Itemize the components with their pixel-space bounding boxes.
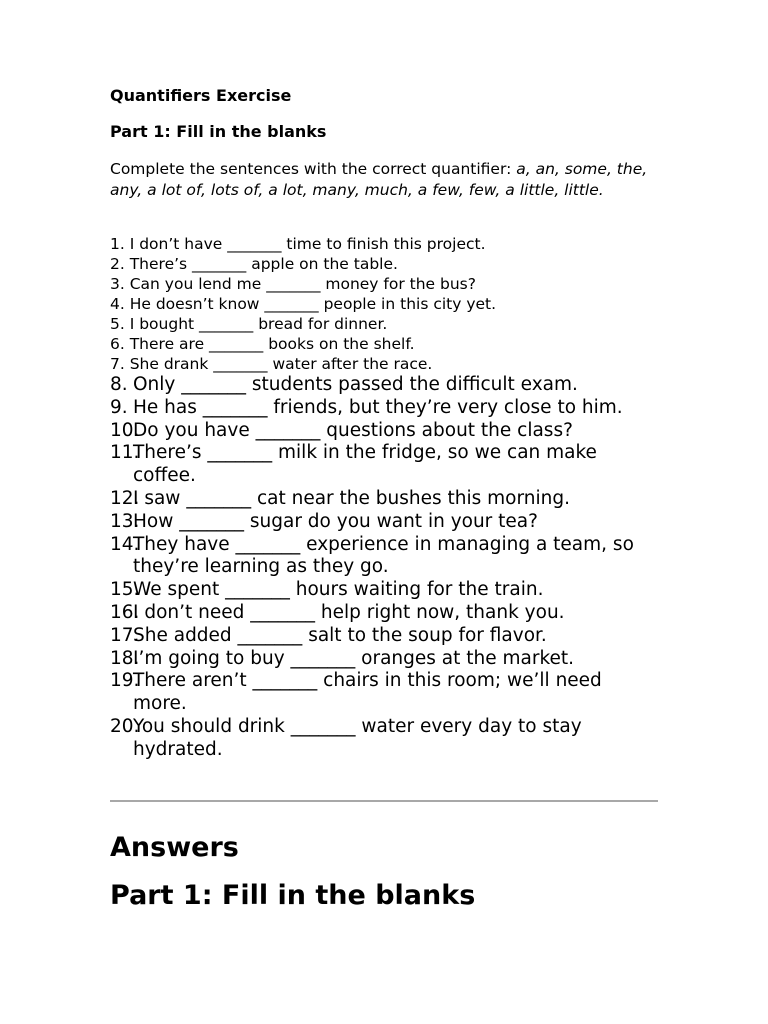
- item-number: 17.: [110, 624, 140, 646]
- exercise-item: 1. I don’t have _______ time to finish this project.: [110, 235, 486, 253]
- exercise-item: [110, 625, 658, 648]
- exercise-item: 7. She drank _______ water after the race.: [110, 355, 433, 373]
- exercise-item: [110, 397, 658, 420]
- exercise-item: [110, 374, 658, 397]
- item-text: There aren’t _______ chairs in this room; we’ll need more.: [133, 670, 602, 715]
- item-text: Only _______ students passed the difficult exam.: [133, 374, 578, 395]
- exercise-item: [110, 670, 658, 716]
- item-text: He has _______ friends, but they’re very close to him.: [133, 396, 623, 418]
- instructions-lead: Complete the sentences with the correct quantifier:: [110, 160, 517, 178]
- item-number: 8.: [110, 374, 128, 395]
- item-number: 13.: [110, 510, 140, 532]
- item-text: I don’t need _______ help right now, thank you.: [133, 601, 565, 623]
- exercise-item: [110, 579, 658, 602]
- item-number: 15.: [110, 579, 140, 601]
- item-number: 19.: [110, 670, 140, 692]
- item-text: I saw _______ cat near the bushes this morning.: [133, 487, 570, 509]
- item-text: There’s _______ milk in the fridge, so we can make coffee.: [133, 442, 597, 487]
- item-number: 11.: [110, 442, 140, 464]
- quantifier-list: a, an, some, the, any, a lot of, lots of, a lot, many, much, a few, few, a little, little.: [110, 160, 648, 199]
- instructions: [110, 159, 655, 200]
- exercise-item: [110, 442, 658, 488]
- item-number: 10.: [110, 419, 140, 441]
- item-text: How _______ sugar do you want in your tea?: [133, 510, 538, 532]
- item-text: We spent _______ hours waiting for the train.: [133, 579, 544, 601]
- exercise-item: [110, 602, 658, 625]
- exercise-item: [110, 648, 658, 671]
- exercise-item: [110, 488, 658, 511]
- item-number: 16.: [110, 601, 140, 623]
- exercise-item: [110, 534, 658, 580]
- item-text: They have _______ experience in managing a team, so they’re learning as they go.: [133, 533, 634, 578]
- item-number: 14.: [110, 533, 140, 555]
- exercise-item: [110, 716, 658, 762]
- item-text: Do you have _______ questions about the class?: [133, 419, 573, 441]
- exercise-item: 3. Can you lend me _______ money for the bus?: [110, 275, 476, 293]
- item-text: You should drink _______ water every day to stay hydrated.: [133, 715, 582, 760]
- part1-heading: Part 1: Fill in the blanks: [110, 122, 327, 141]
- answers-heading: Answers: [110, 832, 239, 863]
- exercise-item: [110, 420, 658, 443]
- exercise-item: 4. He doesn’t know _______ people in this city yet.: [110, 295, 497, 313]
- item-number: 18.: [110, 647, 140, 669]
- exercise-list-large: [110, 374, 658, 762]
- exercise-item: 6. There are _______ books on the shelf.: [110, 335, 415, 353]
- item-text: She added _______ salt to the soup for flavor.: [133, 624, 547, 646]
- answers-part1-heading: Part 1: Fill in the blanks: [110, 880, 476, 911]
- exercise-list-small: [110, 234, 496, 374]
- exercise-item: [110, 511, 658, 534]
- section-divider: [110, 800, 658, 802]
- exercise-item: 2. There’s _______ apple on the table.: [110, 255, 398, 273]
- item-number: 20.: [110, 715, 140, 737]
- document-title: Quantifiers Exercise: [110, 86, 292, 105]
- item-text: I’m going to buy _______ oranges at the market.: [133, 647, 575, 669]
- exercise-item: 5. I bought _______ bread for dinner.: [110, 315, 388, 333]
- item-number: 9.: [110, 396, 128, 418]
- item-number: 12.: [110, 487, 140, 509]
